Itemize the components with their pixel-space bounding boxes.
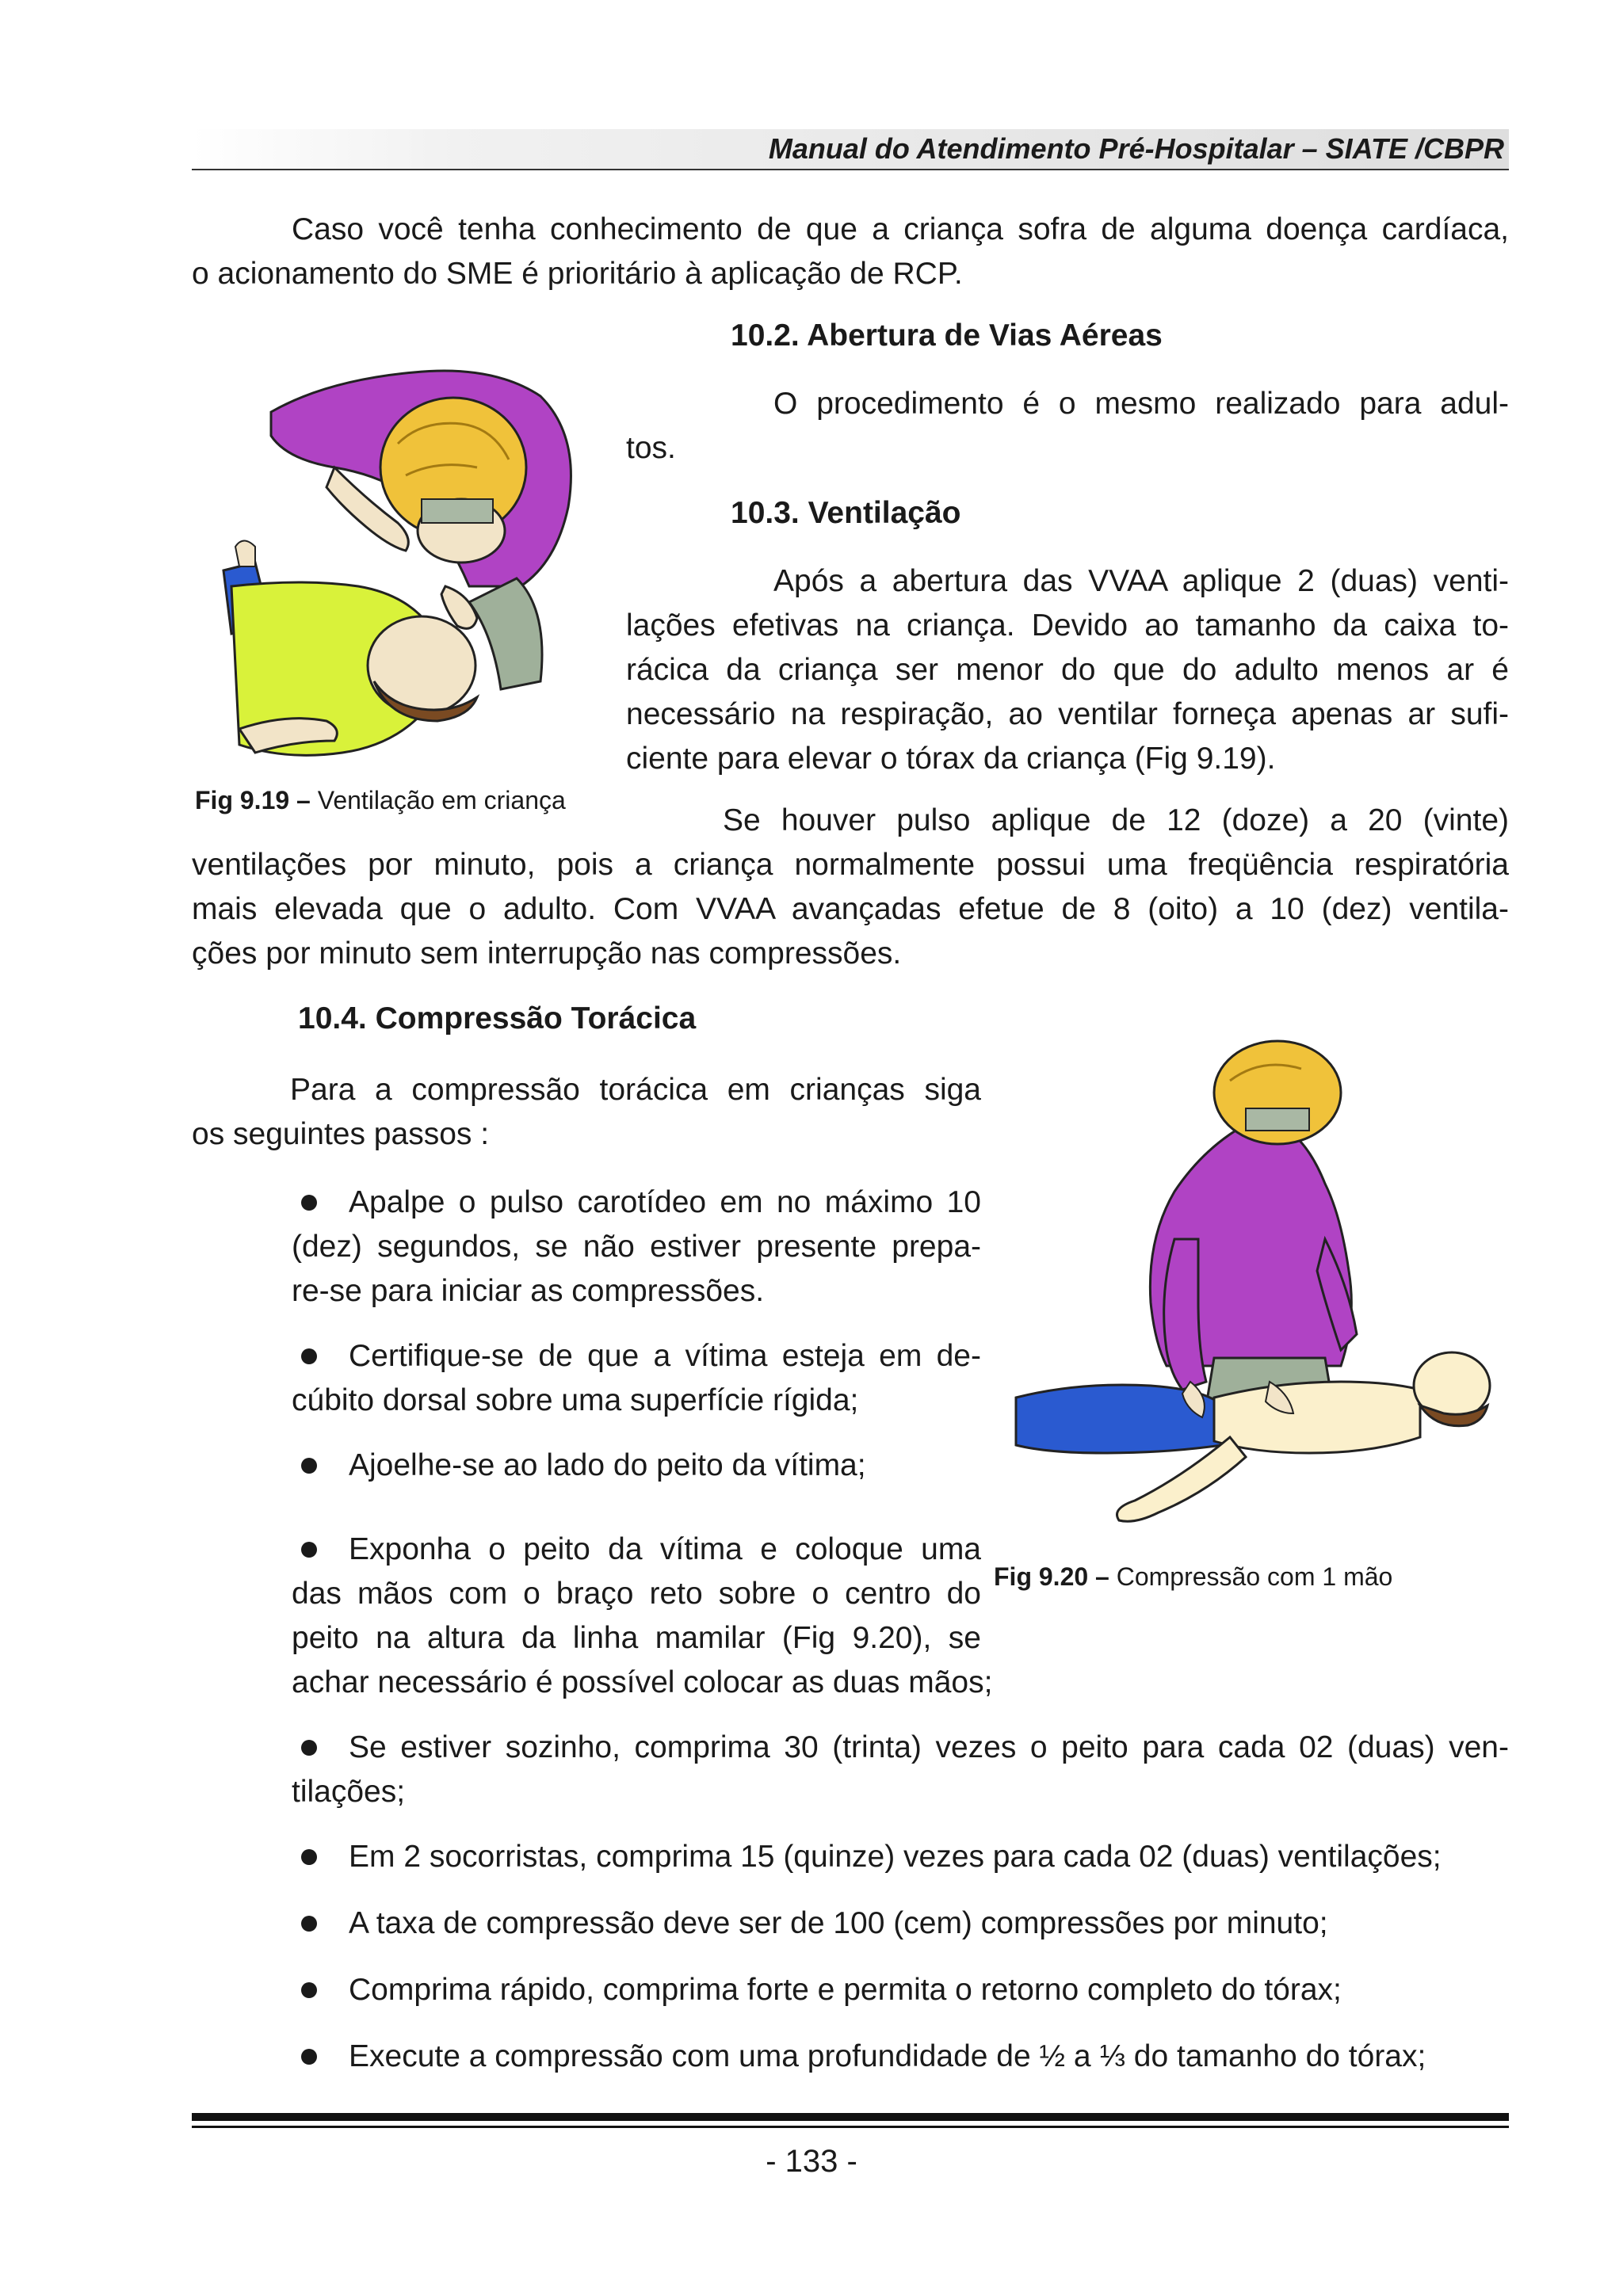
fig-9-19-text: Ventilação em criança: [310, 786, 566, 814]
bullet-dot: [301, 1542, 317, 1558]
fig-9-19-label: Fig 9.19 –: [195, 786, 311, 814]
bullet-dot: [301, 1982, 317, 1998]
intro-line-1: Caso você tenha conhecimento de que a criança sofra de alguma doença cardíaca,: [292, 212, 1509, 246]
bullet-4-line-1: Exponha o peito da vítima e coloque uma: [349, 1532, 981, 1566]
section-10-4-intro-line-2: os seguintes passos :: [192, 1117, 490, 1151]
page-number: - 133 -: [766, 2144, 857, 2179]
bullet-5-line-2: tilações;: [292, 1775, 406, 1809]
bullet-2-line-1: Certifique-se de que a vítima esteja em de-: [349, 1339, 981, 1373]
fig-9-20-label: Fig 9.20 –: [994, 1562, 1109, 1591]
fig-9-20-illustration: [1008, 1033, 1499, 1564]
section-10-4-heading: 10.4. Compressão Torácica: [298, 1001, 697, 1035]
section-10-3-para2-line-2: ventilações por minuto, pois a criança normalmente possui uma freqüência respiratória: [192, 848, 1509, 882]
bullet-4-line-3: peito na altura da linha mamilar (Fig 9.20), se: [292, 1621, 981, 1655]
intro-line-2: o acionamento do SME é prioritário à aplicação de RCP.: [192, 257, 963, 291]
section-10-3-heading: 10.3. Ventilação: [731, 496, 961, 530]
bullet-dot: [301, 1740, 317, 1756]
bullet-3-line-1: Ajoelhe-se ao lado do peito da vítima;: [349, 1448, 866, 1482]
bullet-2-line-2: cúbito dorsal sobre uma superfície rígida;: [292, 1383, 859, 1417]
footer-rule-thick: [192, 2113, 1509, 2121]
fig-9-20-text: Compressão com 1 mão: [1109, 1562, 1393, 1591]
section-10-3-para2-line-3: mais elevada que o adulto. Com VVAA avançadas efetue de 8 (oito) a 10 (dez) ventila-: [192, 892, 1509, 926]
section-10-3-line-2: lações efetivas na criança. Devido ao tamanho da caixa to-: [626, 608, 1509, 643]
section-10-2-line-2: tos.: [626, 431, 676, 465]
section-10-3-line-5: ciente para elevar o tórax da criança (Fig 9.19).: [626, 742, 1276, 776]
bullet-1-line-2: (dez) segundos, se não estiver presente prepa-: [292, 1230, 981, 1264]
section-10-3-line-4: necessário na respiração, ao ventilar forneça apenas ar sufi-: [626, 697, 1509, 731]
section-10-2-line-1: O procedimento é o mesmo realizado para adul-: [773, 387, 1509, 421]
header-title: Manual do Atendimento Pré-Hospitalar – SIATE /CBPR: [768, 132, 1504, 165]
fig-9-20-caption: [994, 1562, 1392, 1592]
section-10-3-line-3: rácica da criança ser menor do que do adulto menos ar é: [626, 653, 1509, 687]
bullet-8-line-1: Comprima rápido, comprima forte e permita o retorno completo do tórax;: [349, 1973, 1342, 2007]
bullet-6-line-1: Em 2 socorristas, comprima 15 (quinze) vezes para cada 02 (duas) ventilações;: [349, 1840, 1442, 1874]
bullet-9-line-1: Execute a compressão com uma profundidade de ½ a ⅓ do tamanho do tórax;: [349, 2039, 1426, 2073]
section-10-3-para2-line-4: ções por minuto sem interrupção nas compressões.: [192, 936, 902, 971]
bullet-dot: [301, 2049, 317, 2065]
bullet-dot: [301, 1458, 317, 1474]
page-header: [192, 129, 1509, 170]
bullet-dot: [301, 1195, 317, 1211]
section-10-4-intro-line-1: Para a compressão torácica em crianças siga: [290, 1073, 981, 1107]
footer-rule-thin: [192, 2126, 1509, 2128]
bullet-dot: [301, 1348, 317, 1364]
section-10-3-line-1: Após a abertura das VVAA aplique 2 (duas) venti-: [773, 564, 1509, 598]
bullet-1-line-3: re-se para iniciar as compressões.: [292, 1274, 765, 1308]
bullet-7-line-1: A taxa de compressão deve ser de 100 (cem) compressões por minuto;: [349, 1906, 1328, 1940]
section-10-3-para2-line-1: Se houver pulso aplique de 12 (doze) a 20 (vinte): [723, 803, 1509, 837]
bullet-dot: [301, 1849, 317, 1865]
bullet-4-line-2: das mãos com o braço reto sobre o centro do: [292, 1577, 981, 1611]
fig-9-19-caption: [195, 786, 566, 815]
bullet-dot: [301, 1916, 317, 1932]
section-10-2-heading: 10.2. Abertura de Vias Aéreas: [731, 318, 1163, 353]
fig-9-19-illustration: [208, 349, 620, 792]
bullet-5-line-1: Se estiver sozinho, comprima 30 (trinta) vezes o peito para cada 02 (duas) ven-: [349, 1730, 1509, 1764]
bullet-1-line-1: Apalpe o pulso carotídeo em no máximo 10: [349, 1185, 981, 1219]
bullet-4-line-4: achar necessário é possível colocar as duas mãos;: [292, 1665, 993, 1699]
